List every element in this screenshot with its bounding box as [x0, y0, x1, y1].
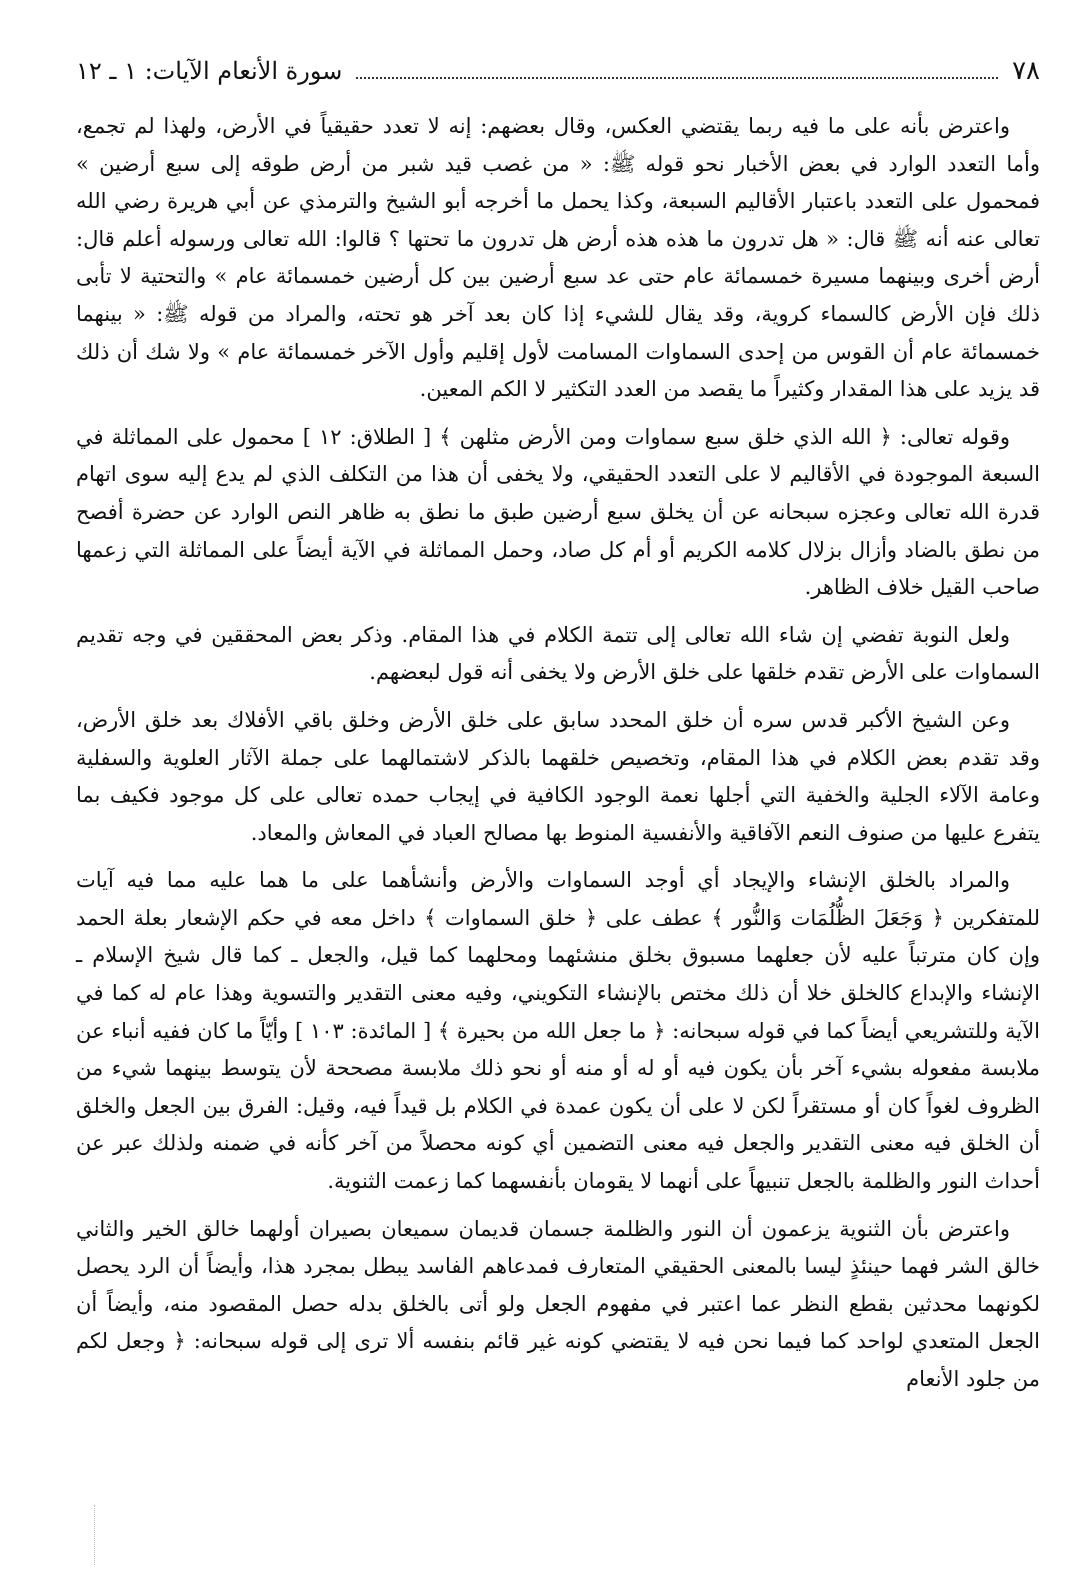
running-title: سورة الأنعام الآيات: ١ ـ ١٢: [76, 57, 343, 85]
paragraph-4: وعن الشيخ الأكبر قدس سره أن خلق المحدد سابق على خلق الأرض وخلق باقي الأفلاك بعد خلق الأرض، وقد تقدم بعض الكلام في هذا المقام، وتخصيص خلقهما بالذكر لاشتمالهما على جملة الآثار العلوية والسفلية وعامة الآلاء الجلية والخفية التي أجلها نعمة الوجود الكافية في إيجاب حمده تعالى على كل موجود فكيف بما يتفرع عليها من صنوف النعم الآفاقية والأنفسية المنوط بها مصالح العباد في المعاش والمعاد.: [76, 707, 1040, 845]
paragraph-3: ولعل النوبة تفضي إن شاء الله تعالى إلى تتمة الكلام في هذا المقام. وذكر بعض المحققين في وجه تقديم السماوات على الأرض تقدم خلقها على خلق الأرض ولا يخفى أنه قول لبعضهم.: [76, 622, 1040, 685]
paragraph-1: واعترض بأنه على ما فيه ربما يقتضي العكس، وقال بعضهم: إنه لا تعدد حقيقياً في الأرض، ولهذا لم تجمع، وأما التعدد الوارد في بعض الأخبار نحو قوله ﷺ: « من غصب قيد شبر من أرض طوقه إلى سبع أرضين » فمحمول على التعدد باعتبار الأقاليم السبعة، وكذا يحمل ما أخرجه أبو الشيخ والترمذي عن أبي هريرة رضي الله تعالى عنه أنه ﷺ قال: « هل تدرون ما هذه هذه أرض هل تدرون ما تحتها ؟ قالوا: الله تعالى ورسوله أعلم قال: أرض أخرى وبينهما مسيرة خمسمائة عام حتى عد سبع أرضين بين كل أرضين خمسمائة عام » والتحتية لا تأبى ذلك فإن الأرض كالسماء كروية، وقد يقال للشيء إذا كان بعد آخر هو تحته، والمراد من قوله ﷺ: « بينهما خمسمائة عام أن القوس من إحدى السماوات المسامت لأول إقليم وأول الآخر خمسمائة عام » ولا شك أن ذلك قد يزيد على هذا المقدار وكثيراً ما يقصد من العدد التكثير لا الكم المعين.: [76, 114, 1040, 402]
page: [76, 56, 1040, 1409]
header-dotted-leader: [356, 61, 998, 79]
paragraph-6: واعترض بأن الثنوية يزعمون أن النور والظلمة جسمان قديمان سميعان بصيران أولهما خالق الخير والثاني خالق الشر فهما حينئذٍ ليسا بالمعنى الحقيقي المتعارف فمدعاهم الفاسد يبطل بمجرد هذا، وأيضاً أن الرد يحصل لكونهما محدثين بقطع النظر عما اعتبر في مفهوم الجعل ولو أتى بالخلق بدله حصل المقصود منه، وأيضاً أن الجعل المتعدي لواحد كما فيما نحن فيه لا يقتضي كونه غير قائم بنفسه ألا ترى إلى قوله سبحانه: ﴿ وجعل لكم من جلود الأنعام: [76, 1216, 1040, 1391]
paragraph-2: وقوله تعالى: ﴿ الله الذي خلق سبع سماوات ومن الأرض مثلهن ﴾ [ الطلاق: ١٢ ] محمول على المماثلة في السبعة الموجودة في الأقاليم لا على التعدد الحقيقي، ولا يخفى أن هذا من التكلف الذي لم يدع إليه سوى اتهام قدرة الله تعالى وعجزه سبحانه عن أن يخلق سبع أرضين طبق ما نطق به ظاهر النص الوارد عن حضرة أفصح من نطق بالضاد وأزال بزلال كلامه الكريم أو أم كل صاد، وحمل المماثلة في الآية أيضاً على المماثلة التي زعمها صاحب القيل خلاف الظاهر.: [76, 424, 1040, 600]
page-number: ٧٨: [1012, 56, 1040, 86]
paragraph-5: والمراد بالخلق الإنشاء والإيجاد أي أوجد السماوات والأرض وأنشأهما على ما هما عليه مما فيه آيات للمتفكرين ﴿ وَجَعَلَ الظُّلُمَات وَالنُّور ﴾ عطف على ﴿ خلق السماوات ﴾ داخل معه في حكم الإشعار بعلة الحمد وإن كان مترتباً عليه لأن جعلهما مسبوق بخلق منشئهما ومحلهما كما قيل، والجعل ـ كما قال شيخ الإسلام ـ الإنشاء والإبداع كالخلق خلا أن ذلك مختص بالإنشاء التكويني، وفيه معنى التقدير والتسوية وهذا عام له كما في الآية وللتشريعي أيضاً كما في قوله سبحانه: ﴿ ما جعل الله من بحيرة ﴾ [ المائدة: ١٠٣ ] وأيّاً ما كان ففيه أنباء عن ملابسة مفعوله بشيء آخر بأن يكون فيه أو له أو منه أو نحو ذلك ملابسة مصححة لأن يتوسط بينهما شيء من الظروف لغواً كان أو مستقراً لكن لا على أن يكون عمدة في الكلام بل قيداً فيه، وقيل: الفرق بين الجعل والخلق أن الخلق فيه معنى التقدير والجعل فيه معنى التضمين أي كونه محصلاً من آخر كأنه في ضمنه ولذلك عبر عن أحداث النور والظلمة بالجعل تنبيهاً على أنهما لا يقومان بأنفسهما كما زعمت الثنوية.: [76, 868, 1040, 1194]
margin-mark: [94, 1505, 96, 1565]
page-header: [76, 56, 1040, 96]
